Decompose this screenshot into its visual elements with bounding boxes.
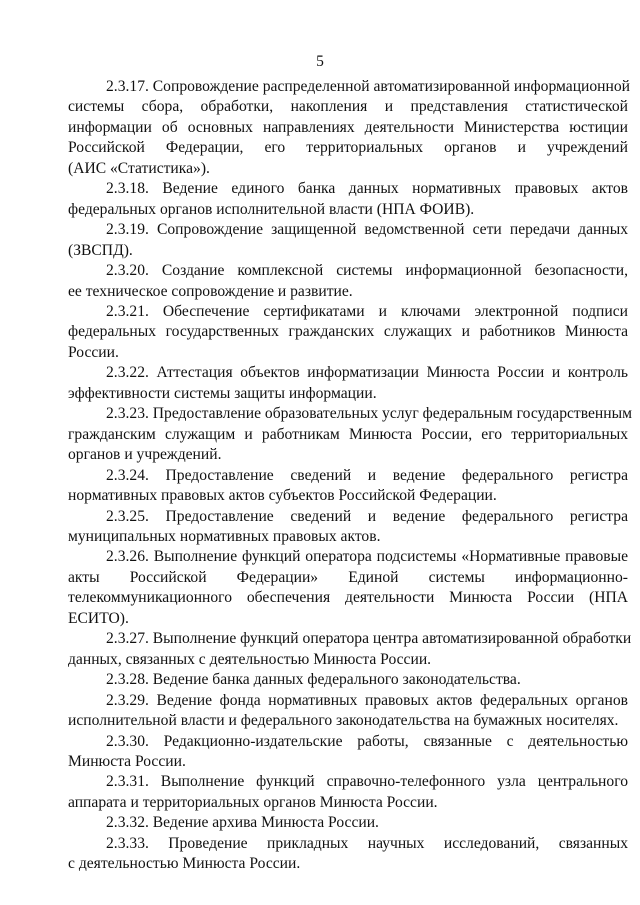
paragraph-line: информации об основных направлениях деятельности Министерства юстиции [68,118,628,136]
paragraph [68,404,632,465]
paragraph-line: ее техническое сопровождение и развитие. [68,282,353,300]
paragraph-line: 2.3.24. Предоставление сведений и ведение федерального регистра [106,466,628,484]
paragraph-line: Минюста России. [68,752,186,770]
paragraph-line: эффективности системы защиты информации. [68,384,377,402]
paragraph-line: 2.3.22. Аттестация объектов информатизации Минюста России и контроль [106,364,628,382]
paragraph-line: телекоммуникационного обеспечения деятельности Минюста России (НПА [68,589,628,607]
paragraph-line: гражданским служащим и работникам Минюста России, его территориальных [68,425,628,443]
paragraph-line: 2.3.28. Ведение банка данных федерального законодательства. [106,671,521,689]
page-number: 5 [316,53,324,70]
paragraph [68,363,628,404]
paragraph [68,77,631,179]
paragraph [68,466,628,507]
paragraph [68,547,628,629]
paragraph-line: 2.3.23. Предоставление образовательных услуг федеральным государственным [106,405,632,423]
paragraph-line: нормативных правовых актов субъектов Российской Федерации. [68,487,497,505]
paragraph-line: 2.3.26. Выполнение функций оператора подсистемы «Нормативные правовые [106,548,628,566]
paragraph-line: 2.3.32. Ведение архива Минюста России. [106,814,379,832]
paragraph [68,834,628,875]
paragraph [68,220,628,261]
paragraph-line: исполнительной власти и федерального законодательства на бумажных носителях. [68,712,619,730]
paragraph [68,813,628,833]
paragraph-line: (ЗВСПД). [68,241,133,259]
paragraph [68,670,628,690]
paragraph-line: 2.3.31. Выполнение функций справочно-телефонного узла центрального [106,773,628,791]
paragraph-line: муниципальных нормативных правовых актов. [68,527,381,545]
paragraph-line: федеральных государственных гражданских служащих и работников Минюста [68,323,628,341]
paragraph-line: ЕСИТО). [68,609,129,627]
paragraph-line: органов и учреждений. [68,446,222,464]
paragraph-line: аппарата и территориальных органов Минюста России. [68,793,438,811]
paragraph-line: данных, связанных с деятельностью Минюста России. [68,650,432,668]
paragraph-line: 2.3.30. Редакционно-издательские работы, связанные с деятельностью [106,732,628,750]
paragraph [68,179,628,220]
paragraph-line: (АИС «Статистика»). [68,159,210,177]
paragraph [68,261,628,302]
paragraph-line: 2.3.20. Создание комплексной системы информационной безопасности, [106,262,628,280]
paragraph [68,302,628,363]
paragraph-line: 2.3.29. Ведение фонда нормативных правовых актов федеральных органов [106,691,628,709]
paragraph [68,691,628,732]
paragraph-line: 2.3.25. Предоставление сведений и ведение федерального регистра [106,507,628,525]
paragraph-line: 2.3.18. Ведение единого банка данных нормативных правовых актов [106,180,628,198]
paragraph [68,629,632,670]
paragraph [68,507,628,548]
paragraph-line: 2.3.21. Обеспечение сертификатами и ключами электронной подписи [106,302,628,320]
paragraph-line: федеральных органов исполнительной власти (НПА ФОИВ). [68,200,475,218]
paragraph-line: системы сбора, обработки, накопления и представления статистической [68,98,628,116]
paragraph-line: с деятельностью Минюста России. [68,855,301,873]
paragraph-line: 2.3.19. Сопровождение защищенной ведомственной сети передачи данных [106,221,628,239]
paragraph-line: 2.3.33. Проведение прикладных научных исследований, связанных [106,834,628,852]
paragraph-line: акты Российской Федерации» Единой системы информационно- [68,568,628,586]
document-body [68,77,632,875]
paragraph [68,772,628,813]
paragraph-line: России. [68,343,119,361]
paragraph-line: Российской Федерации, его территориальных органов и учреждений [68,139,628,157]
paragraph-line: 2.3.17. Сопровождение распределенной автоматизированной информационной [106,78,631,95]
paragraph-line: 2.3.27. Выполнение функций оператора центра автоматизированной обработки [106,630,632,648]
paragraph [68,732,628,773]
